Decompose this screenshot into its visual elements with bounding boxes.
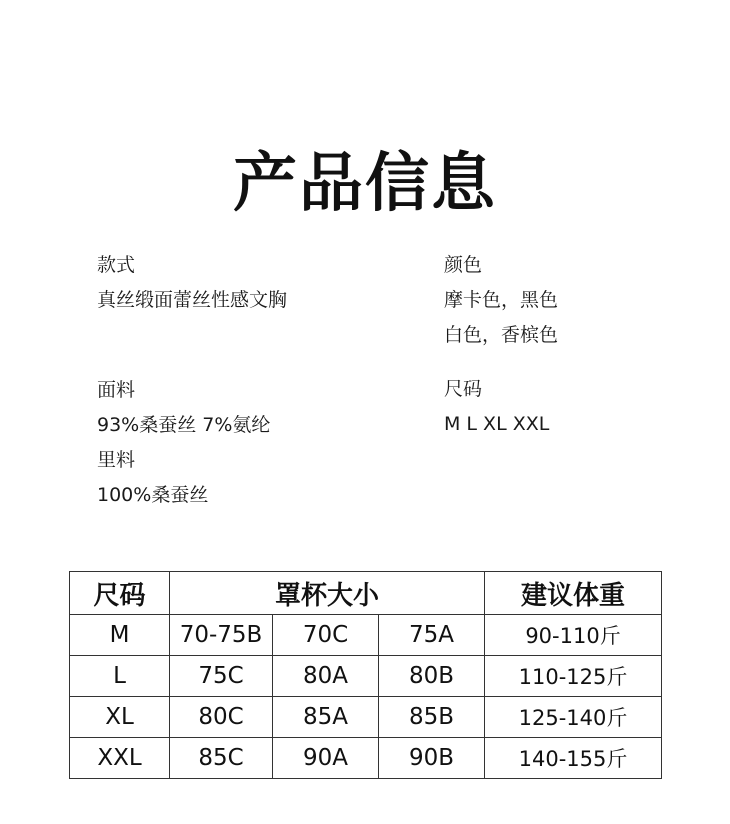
- header-size: 尺码: [70, 572, 170, 615]
- table-row: [70, 615, 662, 656]
- table-header-row: [70, 572, 662, 615]
- row-cup: 80B: [379, 656, 485, 697]
- row-cup: 90B: [379, 738, 485, 779]
- header-cup: 罩杯大小: [170, 572, 485, 615]
- row-cup: 85A: [273, 697, 379, 738]
- color-value-2: 白色，香槟色: [444, 324, 559, 346]
- table-row: [70, 697, 662, 738]
- header-weight: 建议体重: [485, 572, 662, 615]
- info-left-column: [97, 248, 287, 513]
- row-cup: 90A: [273, 738, 379, 779]
- info-right-column: [444, 248, 558, 442]
- row-size: XXL: [70, 738, 170, 779]
- row-cup: 75C: [170, 656, 273, 697]
- row-weight: 110-125斤: [485, 656, 662, 697]
- row-size: XL: [70, 697, 170, 738]
- row-cup: 80C: [170, 697, 273, 738]
- row-cup: 80A: [273, 656, 379, 697]
- row-weight: 90-110斤: [485, 615, 662, 656]
- row-cup: 85B: [379, 697, 485, 738]
- row-weight: 125-140斤: [485, 697, 662, 738]
- table-row: [70, 738, 662, 779]
- row-weight: 140-155斤: [485, 738, 662, 779]
- style-value: 真丝缎面蕾丝性感文胸: [97, 289, 288, 311]
- row-cup: 70C: [273, 615, 379, 656]
- color-value-1: 摩卡色，黑色: [444, 289, 559, 311]
- color-label: 颜色: [444, 254, 483, 276]
- style-label: 款式: [97, 254, 136, 276]
- row-cup: 70-75B: [170, 615, 273, 656]
- row-cup: 85C: [170, 738, 273, 779]
- table-row: [70, 656, 662, 697]
- size-chart-table: [69, 571, 662, 779]
- fabric-value: 93%桑蚕丝 7%氨纶: [97, 414, 271, 436]
- page-title: 产品信息: [233, 147, 497, 221]
- fabric-label: 面料: [97, 379, 136, 401]
- lining-label: 里料: [97, 449, 136, 471]
- row-size: L: [70, 656, 170, 697]
- lining-value: 100%桑蚕丝: [97, 484, 209, 506]
- row-size: M: [70, 615, 170, 656]
- size-label: 尺码: [444, 378, 483, 400]
- size-value: M L XL XXL: [444, 413, 550, 435]
- row-cup: 75A: [379, 615, 485, 656]
